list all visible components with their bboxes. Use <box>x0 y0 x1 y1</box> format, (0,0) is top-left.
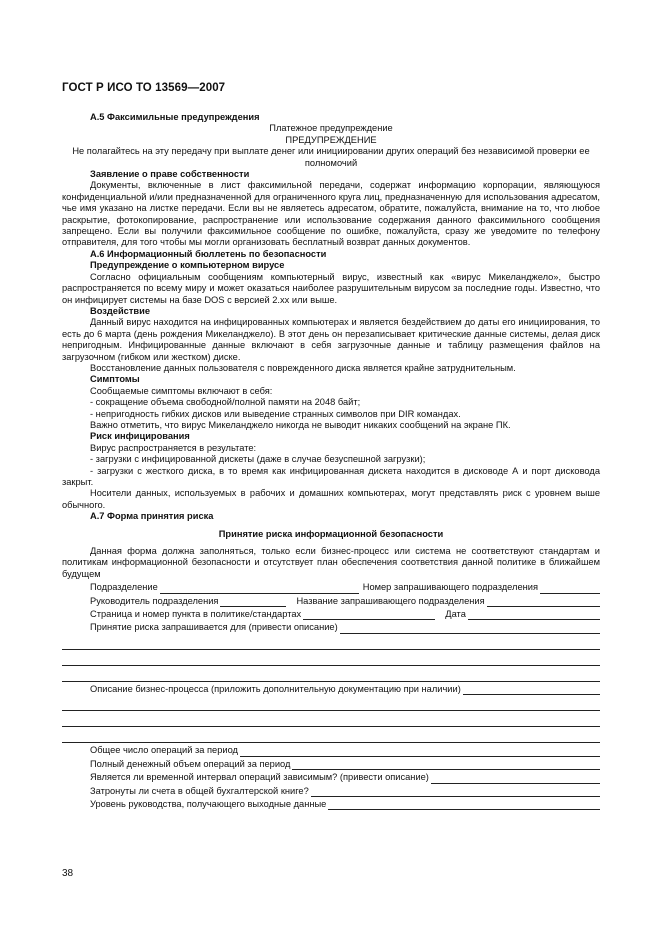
risk-heading: Риск инфицирования <box>90 431 190 442</box>
head-label: Руководитель подразделения <box>90 595 219 606</box>
virus-heading: Предупреждение о компьютерном вирусе <box>90 260 285 271</box>
symptom-item: - сокращение объема свободной/полной памяти на 2048 байт; <box>90 397 361 408</box>
document-header: ГОСТ Р ИСО ТО 13569—2007 <box>62 82 226 94</box>
total-money-label: Полный денежный объем операций за период <box>90 758 291 769</box>
mgmt-level-field[interactable] <box>328 800 600 810</box>
section-a7-title: А.7 Форма принятия риска <box>90 511 214 522</box>
warning-label: ПРЕДУПРЕЖДЕНИЕ <box>285 134 377 145</box>
payment-warning-label: Платежное предупреждение <box>269 123 393 134</box>
time-dependent-label: Является ли временной интервал операций зависимым? (привести описание) <box>90 772 429 783</box>
form-row-policy <box>62 609 600 620</box>
page-policy-label: Страница и номер пункта в политике/стандартах <box>90 609 302 620</box>
form-row-process-desc <box>62 684 600 695</box>
section-a5-title: А.5 Факсимильные предупреждения <box>90 112 260 122</box>
symptoms-intro: Сообщаемые симптомы включают в себя: <box>90 385 273 396</box>
blank-line[interactable] <box>62 652 600 666</box>
blank-line[interactable] <box>62 668 600 682</box>
form-row-accounts <box>62 786 600 797</box>
date-field[interactable] <box>468 610 600 620</box>
blank-line[interactable] <box>62 713 600 727</box>
total-ops-field[interactable] <box>240 747 600 757</box>
symptoms-heading: Симптомы <box>90 374 140 385</box>
request-number-label: Номер запрашивающего подразделения <box>362 582 538 593</box>
symptom-item: - непригодность гибких дисков или выведение странных символов при DIR командах. <box>90 408 461 419</box>
virus-paragraph: Согласно официальным сообщениям компьютерный вирус, известный как «вирус Микеланджело», быстро распространяется по всему миру и может оказаться наиболее разрушительным вирусом за последние годы. Известно, что он инфицирует системы на базе DOS с версией 2.хх или выше. <box>62 271 600 305</box>
process-desc-label: Описание бизнес-процесса (приложить дополнительную документацию при наличии) <box>90 683 461 694</box>
date-label: Дата <box>445 609 466 620</box>
time-dependent-field[interactable] <box>431 774 600 784</box>
form-row-total-money <box>62 759 600 770</box>
risk-request-label: Принятие риска запрашивается для (привести описание) <box>90 622 338 633</box>
blank-line[interactable] <box>62 729 600 743</box>
ownership-heading: Заявление о праве собственности <box>90 169 250 180</box>
blank-line[interactable] <box>62 697 600 711</box>
impact-paragraph: Данный вирус находится на инфицированных компьютерах и является бездействием до даты его инициирования, то есть до 6 марта (день рождения Микеланджело). В этот день он перезаписывает критические данные системы, делая диск непригодным. Инфицированные данные включают в себя загрузочные данные и таблицу размещения файлов на загрузочном (гибком или жестком) диске. <box>62 317 600 362</box>
request-name-label: Название запрашивающего подразделения <box>296 595 485 606</box>
page-policy-field[interactable] <box>303 610 435 620</box>
department-label: Подразделение <box>90 582 158 593</box>
section-a6-title: А.6 Информационный бюллетень по безопасности <box>90 248 327 259</box>
accounts-field[interactable] <box>311 787 600 797</box>
risk-intro: Вирус распространяется в результате: <box>90 442 257 453</box>
head-field[interactable] <box>220 597 286 607</box>
risk-item: - загрузки с инфицированной дискеты (даже в случае безуспешной загрузки); <box>90 454 426 465</box>
form-title: Принятие риска информационной безопасности <box>218 528 444 539</box>
form-row-mgmt-level <box>62 799 600 810</box>
request-number-field[interactable] <box>540 584 600 594</box>
symptoms-note: Важно отметить, что вирус Микеланджело никогда не выводит никаких сообщений на экране ПК. <box>90 419 511 430</box>
total-ops-label: Общее число операций за период <box>90 745 238 756</box>
form-row-department <box>62 582 600 593</box>
form-row-time-dependent <box>62 772 600 783</box>
request-name-field[interactable] <box>487 597 600 607</box>
page-number: 38 <box>62 868 74 879</box>
department-field[interactable] <box>160 584 359 594</box>
accounts-label: Затронуты ли счета в общей бухгалтерской книге? <box>90 785 309 796</box>
impact-paragraph-2: Восстановление данных пользователя с поврежденного диска является крайне затруднительным. <box>90 362 516 373</box>
process-desc-field[interactable] <box>463 685 600 695</box>
form-row-risk-request <box>62 622 600 633</box>
total-money-field[interactable] <box>292 760 600 770</box>
impact-heading: Воздействие <box>90 305 151 316</box>
mgmt-level-label: Уровень руководства, получающего выходные данные <box>90 798 327 809</box>
risk-item: - загрузки с жесткого диска, в то время как инфицированная дискета находится в дисководе А и порт дисковода закрыт. <box>62 465 600 487</box>
risk-note: Носители данных, используемых в рабочих и домашних компьютерах, могут представлять риск с уровнем выше обычного. <box>62 488 600 510</box>
risk-request-field[interactable] <box>340 624 600 634</box>
document-body <box>62 112 600 812</box>
blank-line[interactable] <box>62 636 600 650</box>
warning-text: Не полагайтесь на эту передачу при выплате денег или инициировании других операций без независимой проверки ее полномочий <box>72 146 590 168</box>
form-intro: Данная форма должна заполняться, только если бизнес-процесс или система не соответствуют стандартам и политикам информационной безопасности и отсутствует план обеспечения соответствия данной политике в ближайшем будущем <box>62 546 600 579</box>
form-row-total-ops <box>62 745 600 756</box>
form-row-head <box>62 596 600 607</box>
ownership-paragraph: Документы, включенные в лист факсимильной передачи, содержат информацию корпорации, являющуюся конфиденциальной и/или предназначенной для ограниченного круга лиц, предназначенную для использования адресатом, чье имя указано на листке передачи. Если вы не являетесь адресатом, обратите, пожалуйста, внимание на то, что любое раскрытие, фотокопирование, распространение или использование содержания данного факсимильного сообщения запрещено. Если вы получили факсимильное сообщение по ошибке, пожалуйста, сразу же уведомите по телефону отправителя, для того чтобы мы могли организовать бесплатный возврат данных документов. <box>62 180 600 248</box>
